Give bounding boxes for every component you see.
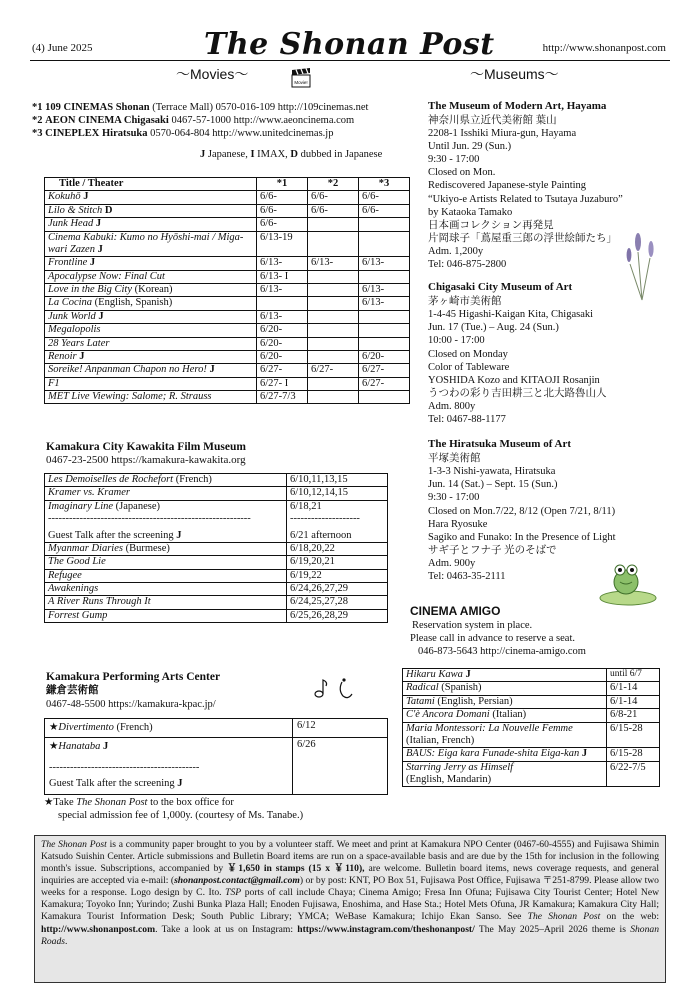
movie-title: Megalopolis <box>48 324 101 336</box>
showing-date-cell <box>359 218 410 231</box>
cinema-amigo-info <box>410 604 586 658</box>
cinema-item-109: *1 109 CINEMAS Shonan (Terrace Mall) 0570-016-109 http://109cinemas.net <box>32 102 369 113</box>
cinema-item-cineplex: *3 CINEPLEX Hiratsuka 0570-064-804 http://www.unitedcinemas.jp <box>32 128 334 140</box>
amigo-title-cell <box>403 748 607 761</box>
showing-date-cell: 6/27-7/3 <box>257 391 308 404</box>
language-tag: J <box>95 218 102 230</box>
amigo-dates-cell: 6/22-7/5 <box>607 761 660 787</box>
amigo-dates-cell: 6/8-21 <box>607 709 660 722</box>
showing-date-cell: 6/13- <box>359 257 410 270</box>
kpac-name-jp: 鎌倉芸術館 <box>46 685 99 697</box>
film-title: Les Demoiselles de Rochefort <box>48 474 174 485</box>
museum-name: Chigasaki City Museum of Art <box>428 281 573 294</box>
table-row <box>45 350 410 363</box>
amigo-dates-cell: 6/1-14 <box>607 695 660 708</box>
column-header-theater-2: *2 <box>308 178 359 191</box>
amigo-title-cell <box>403 669 607 682</box>
museum-detail-line: Closed on Monday <box>428 348 508 360</box>
film-dates-cell <box>287 583 388 596</box>
film-title: Maria Montessori: La Nouvelle Femme <box>406 722 573 734</box>
table-row <box>403 722 660 748</box>
amigo-title-cell <box>403 682 607 695</box>
table-row <box>45 257 410 270</box>
showing-date-cell: 6/27- <box>359 377 410 390</box>
showing-date-cell <box>308 270 359 283</box>
showing-date-cell: 6/13- <box>257 284 308 297</box>
film-title-cell <box>45 556 287 569</box>
museum-detail-line: 1-4-45 Higashi-Kaigan Kita, Chigasaki <box>428 309 594 321</box>
showing-date-cell: 6/13- <box>359 297 410 310</box>
dashed-divider: ------------------------------------------- <box>49 761 200 773</box>
museum-detail-line: Adm. 800y <box>428 401 476 412</box>
movie-language: (English, Spanish) <box>92 297 173 309</box>
movie-title-cell <box>45 270 257 283</box>
table-row <box>45 391 410 404</box>
table-row <box>45 297 410 310</box>
showing-date-cell <box>308 324 359 337</box>
website-link[interactable]: http://www.shonanpost.com <box>41 923 156 935</box>
movie-title: Soreike! Anpanman Chapon no Hero! <box>48 364 207 376</box>
table-row <box>45 324 410 337</box>
museum-detail-line: Adm. 900y <box>428 558 476 569</box>
museum-detail-line: 10:00 - 17:00 <box>428 335 485 347</box>
language-tag: J <box>97 243 103 255</box>
film-dates: 6/10,12,14,15 <box>290 487 349 499</box>
showing-date-cell: 6/27- I <box>257 377 308 390</box>
film-title-cell <box>45 542 287 555</box>
dashed-divider: -------------------- <box>290 513 360 525</box>
film-dates-cell <box>287 596 388 609</box>
table-row <box>45 377 410 390</box>
language-tag: J <box>83 191 89 203</box>
museum-detail-line: “Ukiyo-e Artists Related to Tsutaya Juzaburo” <box>428 193 623 205</box>
showing-date-cell <box>257 297 308 310</box>
table-row <box>45 310 410 323</box>
showing-date-cell <box>359 324 410 337</box>
movie-title: Frontline <box>48 257 88 269</box>
film-title-cell <box>45 583 287 596</box>
film-title: BAUS: Eiga kara Funade-shita Eiga-kan <box>406 748 580 760</box>
table-row <box>45 191 410 204</box>
kawakita-contact: 0467-23-2500 https://kamakura-kawakita.org <box>46 454 246 467</box>
film-language: (Italian) <box>489 709 527 721</box>
film-dates: 6/10,11,13,15 <box>290 474 348 485</box>
amigo-call-note: Please call in advance to reserve a seat. <box>410 633 576 645</box>
frog-icon <box>596 558 660 606</box>
movie-title-cell <box>45 324 257 337</box>
guest-talk-date: 6/21 afternoon <box>290 529 352 541</box>
film-title: Myanmar Diaries <box>48 542 123 554</box>
showing-date-cell: 6/13- <box>257 257 308 270</box>
table-row <box>403 669 660 682</box>
table-row <box>45 231 410 257</box>
showing-date-cell: 6/20- <box>257 337 308 350</box>
column-header-theater-3: *3 <box>359 178 410 191</box>
amigo-title-cell <box>403 709 607 722</box>
museum-entry <box>428 281 668 426</box>
instagram-link[interactable]: https://www.instagram.com/theshonanpost/ <box>297 923 475 935</box>
showing-date-cell: 6/13-19 <box>257 231 308 257</box>
movie-title-cell <box>45 350 257 363</box>
museum-detail-line: 2208-1 Isshiki Miura-gun, Hayama <box>428 127 577 139</box>
museum-detail-line: 日本画コレクション再発見 <box>428 219 554 231</box>
table-row <box>45 474 388 487</box>
movie-title: Cinema Kabuki: Kumo no Hyōshi-mai / Miga-wari Zazen <box>48 231 244 255</box>
movie-title-cell <box>45 377 257 390</box>
table-row <box>45 609 388 622</box>
cinema-amigo-name: CINEMA AMIGO <box>410 604 501 618</box>
movie-title: Kokuhō <box>48 191 81 203</box>
museum-detail-line: 9:30 - 17:00 <box>428 154 480 166</box>
museum-detail-line: Color of Tableware <box>428 361 510 373</box>
showing-date-cell: 6/6- <box>308 191 359 204</box>
film-language: (French) <box>173 474 212 485</box>
film-title: Kramer vs. Kramer <box>48 487 130 499</box>
museum-detail-line: Tel: 046-875-2800 <box>428 259 507 271</box>
cinema-item-aeon: *2 AEON CINEMA Chigasaki 0467-57-1000 http://www.aeoncinema.com <box>32 115 355 127</box>
table-row <box>45 364 410 377</box>
table-row <box>45 583 388 596</box>
showing-date-cell <box>308 391 359 404</box>
guest-talk-note: Guest Talk after the screening J <box>48 529 182 541</box>
film-title: Starring Jerry as Himself <box>406 761 514 773</box>
museum-detail-line: Adm. 1,200y <box>428 246 484 257</box>
film-title: The Good Lie <box>48 556 106 568</box>
event-title: Hanataba <box>58 741 101 753</box>
table-row <box>403 761 660 787</box>
film-dates-cell <box>287 542 388 555</box>
amigo-title-cell <box>403 695 607 708</box>
movie-title-cell <box>45 391 257 404</box>
showing-date-cell: 6/6- <box>308 204 359 217</box>
amigo-dates-cell: 6/15-28 <box>607 748 660 761</box>
museum-name: The Museum of Modern Art, Hayama <box>428 100 607 112</box>
clapper-label: Movie! <box>294 80 308 85</box>
table-row <box>45 556 388 569</box>
event-date-cell: 6/26 <box>293 738 388 794</box>
movie-schedule-table <box>44 177 410 404</box>
movie-title-cell <box>45 257 257 270</box>
movie-title: 28 Years Later <box>48 337 110 349</box>
amigo-contact: 046-873-5643 http://cinema-amigo.com <box>418 646 586 658</box>
museum-list <box>428 100 668 593</box>
film-dates: 6/19,22 <box>290 569 322 581</box>
language-tag: J <box>103 741 109 753</box>
showing-date-cell: 6/6- <box>257 204 308 217</box>
museum-detail-line: うつわの彩り吉田耕三と北大路魯山人 <box>428 387 607 399</box>
showing-date-cell: 6/6- <box>359 204 410 217</box>
showing-date-cell <box>359 337 410 350</box>
language-tag: J <box>89 257 96 269</box>
showing-date-cell <box>359 310 410 323</box>
table-row <box>403 709 660 722</box>
museum-detail-line: 片岡球子「蔦屋重三郎の浮世絵師たち」 <box>428 232 617 244</box>
film-dates-cell <box>287 500 388 542</box>
showing-date-cell <box>308 310 359 323</box>
table-row <box>45 218 410 231</box>
showing-date-cell: 6/6- <box>359 191 410 204</box>
film-title: Awakenings <box>48 583 99 594</box>
column-header-theater-1: *1 <box>257 178 308 191</box>
language-tag: J <box>98 310 104 322</box>
museum-detail-line: 神奈川県立近代美術館 葉山 <box>428 114 557 126</box>
showing-date-cell <box>308 231 359 257</box>
movie-title-cell <box>45 337 257 350</box>
film-dates: 6/18,20,22 <box>290 542 335 554</box>
film-language: (English, Persian) <box>434 695 513 707</box>
museums-section-title: ～Museums～ <box>470 66 559 82</box>
header-url[interactable]: http://www.shonanpost.com <box>542 42 666 54</box>
admission-note: ★Take The Shonan Post to the box office for special admission fee of 1,000y. (courtesy of Ms. Tanabe.) <box>44 797 304 822</box>
film-language: (English, Mandarin) <box>406 774 492 785</box>
showing-date-cell: 6/13- <box>359 284 410 297</box>
film-title: Radical <box>406 682 439 694</box>
movie-title-cell <box>45 310 257 323</box>
movie-title: Lilo & Stitch <box>48 204 103 216</box>
table-row <box>45 487 388 500</box>
amigo-reservation-note: Reservation system in place. <box>412 620 533 631</box>
table-row <box>45 204 410 217</box>
showing-date-cell: 6/13- <box>257 310 308 323</box>
table-row <box>45 270 410 283</box>
amigo-dates-cell: 6/1-14 <box>607 682 660 695</box>
film-title-cell <box>45 474 287 487</box>
museum-detail-line: Rediscovered Japanese-style Painting <box>428 180 587 192</box>
museum-detail-line: Until Jun. 29 (Sun.) <box>428 141 512 152</box>
showing-date-cell <box>308 284 359 297</box>
table-row <box>45 596 388 609</box>
table-row <box>45 284 410 297</box>
film-title-cell <box>45 500 287 542</box>
movie-title: Junk Head <box>48 218 94 230</box>
film-dates: 6/24,25,27,28 <box>290 596 349 608</box>
table-row <box>45 500 388 542</box>
showing-date-cell: 6/13- I <box>257 270 308 283</box>
movie-title-cell <box>45 204 257 217</box>
showing-date-cell: 6/27- <box>308 364 359 377</box>
film-title: Hikaru Kawa <box>406 669 463 680</box>
film-language: (Spanish) <box>438 682 482 694</box>
cinema-list <box>32 101 368 140</box>
film-title-cell <box>45 487 287 500</box>
film-title: Forrest Gump <box>48 609 108 621</box>
table-row <box>45 542 388 555</box>
movie-title: Love in the Big City <box>48 284 132 295</box>
museum-detail-line: Tel: 0467-88-1177 <box>428 414 506 426</box>
showing-date-cell: 6/6- <box>257 191 308 204</box>
kpac-contact: 0467-48-5500 https://kamakura-kpac.jp/ <box>46 698 216 710</box>
museum-detail-line: 茅ヶ崎市美術館 <box>428 296 502 307</box>
movie-title-cell <box>45 297 257 310</box>
table-row <box>403 748 660 761</box>
kawakita-name: Kamakura City Kawakita Film Museum <box>46 441 246 453</box>
museum-name: The Hiratsuka Museum of Art <box>428 438 571 451</box>
film-dates-cell <box>287 556 388 569</box>
museum-detail-line: 1-3-3 Nishi-yawata, Hiratsuka <box>428 466 556 478</box>
showing-date-cell: 6/20- <box>257 350 308 363</box>
table-header-row <box>45 178 410 191</box>
museum-detail-line: YOSHIDA Kozo and KITAOJI Rosanjin <box>428 374 600 386</box>
film-language: (Italian, French) <box>406 734 475 746</box>
film-language: (Japanese) <box>113 500 160 512</box>
film-dates-cell <box>287 487 388 500</box>
lavender-icon <box>620 232 664 302</box>
museum-detail-line: Sagiko and Funako: In the Presence of Light <box>428 531 616 543</box>
museum-detail-line: 平塚美術館 <box>428 453 481 464</box>
film-title-cell <box>45 569 287 582</box>
movie-title-cell <box>45 218 257 231</box>
kawakita-schedule-table <box>44 473 388 623</box>
contact-email-link[interactable]: shonanpost.contact@gmail.com <box>174 875 300 887</box>
movie-title: Renoir <box>48 350 77 362</box>
event-title: Divertimento <box>58 722 114 733</box>
clapperboard-icon <box>290 68 312 88</box>
event-title-cell <box>45 719 293 738</box>
movie-title: Apocalypse Now: Final Cut <box>48 270 165 282</box>
museum-detail-line: 9:30 - 17:00 <box>428 492 480 504</box>
showing-date-cell: 6/13- <box>308 257 359 270</box>
showing-date-cell: 6/6- <box>257 218 308 231</box>
movie-title-cell <box>45 284 257 297</box>
movie-title: La Cocina <box>48 297 93 309</box>
footer-info-box: The Shonan Post is a community paper brought to you by a volunteer staff. We meet and print at Kamakura NPO Center (0467-60-4555) and Fujisawa Shimin Katsudo Suishin Center. Article submissions and Bulletin Board items are run on a space-available basis and are due by the 15th for inclusion in the following month's issue. Subscriptions, accompanied by ￥1,650 in stamps (15 x ￥110), are welcome. Bulletin board items, news coverage requests, and general inquiries are accepted via e-mail: (shonanpost.contact@gmail.com) or by post: KNT, PO Box 51, Fujisawa Post Office, Fujisawa 〒251-8799. Please allow two weeks for a response. Logo design by C. Ito. TSP ports of call include Chaya; Cinema Amigo; Fresa Inn Ofuna; Fujisawa City Tourist Center; Hotel New Kamakura; Toyoko Inn; Yurindo; Zushi Bunka Plaza Hall; Enoden Fujisawa, Enoshima, and Hase Sta.; Hotel Mets Ofuna, JR Kamakura; Kamakura City Hall; Kamakura Tourist Information Desk; South Public Library; YMCA; WeBase Kamakura; Ichijo Ekan Sanso. See The Shonan Post on the web: http://www.shonanpost.com. Take a look at us on Instagram: https://www.instagram.com/theshonanpost/ The May 2025–April 2026 theme is Shonan Roads. <box>34 835 666 983</box>
star-icon: ★ <box>49 741 59 753</box>
movie-title-cell <box>45 191 257 204</box>
movies-section-title: ～Movies～ <box>176 66 249 82</box>
event-title-cell <box>45 738 293 794</box>
film-language: (Burmese) <box>122 542 170 554</box>
museum-detail-line: サギ子とフナ子 光のそばで <box>428 544 557 556</box>
star-icon: ★ <box>49 722 59 733</box>
event-date-cell: 6/12 <box>293 719 388 738</box>
showing-date-cell: 6/20- <box>359 350 410 363</box>
language-tag: J <box>465 669 471 680</box>
kawakita-header <box>46 440 246 468</box>
newspaper-title: The Shonan Post <box>204 27 495 62</box>
movie-title-cell <box>45 364 257 377</box>
museum-detail-line: Hara Ryosuke <box>428 518 488 530</box>
showing-date-cell <box>359 231 410 257</box>
table-row <box>403 682 660 695</box>
kpac-schedule-table <box>44 718 388 795</box>
showing-date-cell: 6/27- <box>359 364 410 377</box>
amigo-schedule-table <box>402 668 660 787</box>
showing-date-cell <box>308 297 359 310</box>
film-dates: 6/19,20,21 <box>290 556 335 568</box>
music-notes-icon <box>312 676 362 702</box>
film-dates-cell <box>287 569 388 582</box>
film-title-cell <box>45 609 287 622</box>
kpac-name: Kamakura Performing Arts Center <box>46 671 221 683</box>
amigo-dates-cell: 6/15-28 <box>607 722 660 748</box>
movie-title-cell <box>45 231 257 257</box>
museum-detail-line: Jun. 17 (Tue.) – Aug. 24 (Sun.) <box>428 322 559 334</box>
showing-date-cell <box>359 391 410 404</box>
film-dates-cell <box>287 609 388 622</box>
film-dates: 6/25,26,28,29 <box>290 609 349 621</box>
museum-detail-line: Jun. 14 (Sat.) – Sept. 15 (Sun.) <box>428 479 558 491</box>
language-tag: J <box>79 350 85 362</box>
dashed-divider: ---------------------------------------------------------- <box>48 513 251 525</box>
kpac-header <box>46 670 220 711</box>
film-title: Imaginary Line <box>48 500 114 512</box>
museum-detail-line: Tel: 0463-35-2111 <box>428 571 506 583</box>
table-row <box>45 738 388 794</box>
amigo-title-cell <box>403 722 607 748</box>
film-title: C'è Ancora Domani <box>406 709 490 721</box>
film-title: Tatami <box>406 695 435 707</box>
language-legend: J Japanese, I IMAX, D dubbed in Japanese <box>200 149 383 160</box>
amigo-dates-cell: until 6/7 <box>607 669 660 682</box>
movie-title: F1 <box>48 377 60 389</box>
showing-date-cell <box>308 218 359 231</box>
film-dates: 6/24,26,27,29 <box>290 583 349 594</box>
table-row <box>45 569 388 582</box>
table-row <box>403 695 660 708</box>
movie-title: MET Live Viewing: Salome; R. Strauss <box>48 391 212 402</box>
film-dates: 6/18,21 <box>290 500 322 512</box>
showing-date-cell: 6/20- <box>257 324 308 337</box>
museum-detail-line: Closed on Mon. <box>428 167 496 179</box>
film-dates-cell <box>287 474 388 487</box>
film-title-cell <box>45 596 287 609</box>
showing-date-cell: 6/27- <box>257 364 308 377</box>
header-rule <box>30 60 670 61</box>
movie-language: (Korean) <box>132 284 173 295</box>
showing-date-cell <box>308 350 359 363</box>
showing-date-cell <box>308 337 359 350</box>
movie-title: Junk World <box>48 310 96 322</box>
language-tag: D <box>104 204 113 216</box>
language-tag: J <box>581 748 588 760</box>
film-title: A River Runs Through It <box>48 596 151 608</box>
amigo-title-cell <box>403 761 607 787</box>
showing-date-cell <box>308 377 359 390</box>
table-row <box>45 337 410 350</box>
showing-date-cell <box>359 270 410 283</box>
guest-talk-note: Guest Talk after the screening J <box>49 778 183 790</box>
event-language: (French) <box>113 722 153 733</box>
issue-number: (4) June 2025 <box>32 42 93 54</box>
museum-detail-line: Closed on Mon.7/22, 8/12 (Open 7/21, 8/11) <box>428 505 616 517</box>
museum-detail-line: by Kataoka Tamako <box>428 206 513 218</box>
column-header-title: Title / Theater <box>45 178 257 191</box>
table-row <box>45 719 388 738</box>
language-tag: J <box>209 364 215 376</box>
film-title: Refugee <box>48 569 82 581</box>
